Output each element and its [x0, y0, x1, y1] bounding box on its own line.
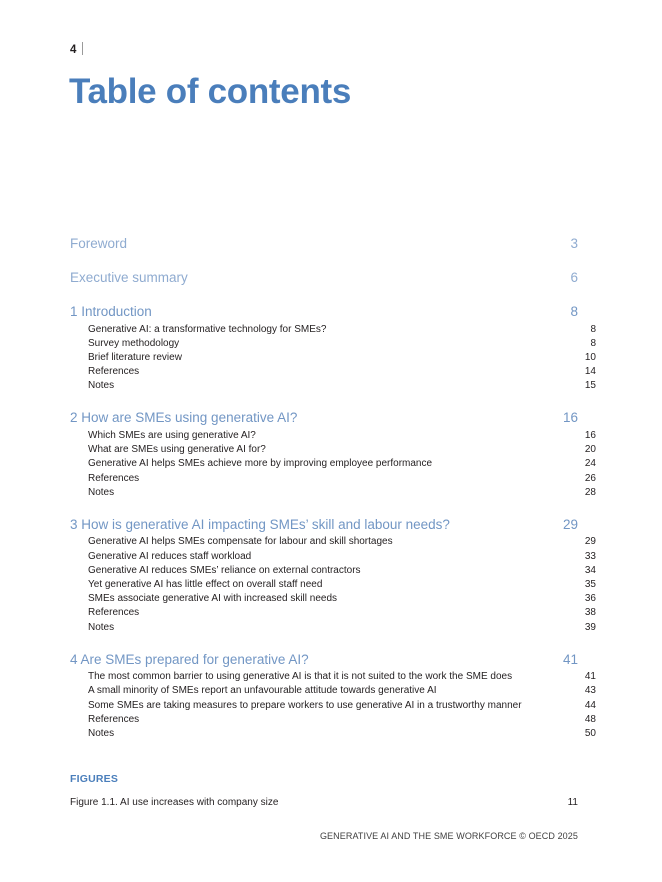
- toc-subentry-page: 34: [584, 564, 596, 576]
- toc-chapter-label: 2 How are SMEs using generative AI?: [70, 410, 298, 426]
- toc-subentry-label: Generative AI reduces SMEs’ reliance on external contractors: [88, 564, 361, 576]
- toc-subentry[interactable]: [70, 337, 596, 351]
- toc-subentry[interactable]: [70, 323, 596, 337]
- toc-subentry[interactable]: [70, 486, 596, 500]
- toc-chapter-label: 1 Introduction: [70, 304, 152, 320]
- toc-subentry-page: 8: [590, 323, 596, 335]
- toc-subentry[interactable]: [70, 535, 596, 549]
- figure-entry-label: Figure 1.1. AI use increases with company size: [70, 797, 279, 808]
- toc-chapter-block: [70, 651, 596, 741]
- toc-subentry-page: 28: [584, 486, 596, 498]
- page-header: [70, 40, 83, 56]
- toc-subentry-label: Survey methodology: [88, 337, 180, 349]
- figure-entry[interactable]: [70, 796, 578, 809]
- toc-subentry[interactable]: [70, 699, 596, 713]
- toc-subentry-page: 14: [584, 366, 596, 378]
- toc-chapter-page: 16: [562, 410, 578, 426]
- toc-chapter-page: 8: [570, 304, 578, 320]
- toc-entry-label: Foreword: [70, 236, 128, 251]
- figures-heading: FIGURES: [70, 773, 119, 785]
- toc-subentry-label: A small minority of SMEs report an unfavourable attitude towards generative AI: [88, 685, 437, 697]
- figure-entry-page: 11: [567, 797, 578, 808]
- toc-chapter-1[interactable]: [70, 304, 578, 320]
- toc-subentry-label: References: [88, 607, 140, 619]
- toc-subentry-page: 33: [584, 550, 596, 562]
- toc-subentry-page: 8: [590, 337, 596, 349]
- table-of-contents: [70, 236, 596, 741]
- toc-subentry[interactable]: [70, 365, 596, 379]
- toc-entry-page: 6: [570, 270, 578, 286]
- toc-subentry[interactable]: [70, 606, 596, 620]
- toc-chapter-block: [70, 410, 596, 499]
- toc-subentry[interactable]: [70, 713, 596, 727]
- toc-subentry[interactable]: [70, 621, 596, 635]
- toc-subentry[interactable]: [70, 457, 596, 471]
- toc-chapter-block: [70, 516, 596, 635]
- toc-subentry-page: 39: [584, 621, 596, 633]
- toc-subentry[interactable]: [70, 443, 596, 457]
- page-number: 4: [70, 44, 77, 56]
- toc-subentry-label: Generative AI helps SMEs achieve more by improving employee performance: [88, 458, 433, 470]
- toc-chapter-3[interactable]: [70, 517, 578, 533]
- toc-subentry[interactable]: [70, 592, 596, 606]
- toc-chapter-page: 29: [562, 516, 578, 532]
- toc-subentry[interactable]: [70, 472, 596, 486]
- page-title: Table of contents: [69, 72, 352, 111]
- toc-subentry-label: Notes: [88, 380, 115, 392]
- toc-subentry-label: Some SMEs are taking measures to prepare workers to use generative AI in a trustworthy manner: [88, 699, 522, 711]
- toc-subentry-page: 38: [584, 607, 596, 619]
- toc-subentry-label: References: [88, 713, 140, 725]
- toc-chapter-page: 41: [562, 651, 578, 667]
- toc-subentry-label: References: [88, 366, 140, 378]
- toc-subentry-label: Notes: [88, 621, 115, 633]
- toc-entry-executive-summary[interactable]: [70, 270, 578, 286]
- toc-subentry-label: The most common barrier to using generative AI is that it is not suited to the work the SME does: [88, 671, 513, 683]
- toc-entry-page: 3: [570, 236, 578, 251]
- toc-subentry-page: 24: [584, 458, 596, 470]
- toc-subentry-page: 43: [584, 685, 596, 697]
- page-footer: GENERATIVE AI AND THE SME WORKFORCE © OECD 2025: [319, 831, 578, 841]
- toc-chapter-2[interactable]: [70, 410, 578, 426]
- toc-subentry[interactable]: [70, 550, 596, 564]
- toc-subentry-page: 10: [584, 351, 596, 363]
- toc-subentry[interactable]: [70, 379, 596, 393]
- toc-subentry-label: Notes: [88, 486, 115, 498]
- toc-subentry-label: Generative AI: a transformative technology for SMEs?: [88, 323, 327, 335]
- toc-subentry-label: References: [88, 472, 140, 484]
- toc-chapter-4[interactable]: [70, 652, 578, 668]
- toc-subentry-label: SMEs associate generative AI with increased skill needs: [88, 593, 338, 605]
- toc-subentry-page: 41: [584, 671, 596, 683]
- toc-subentry-page: 44: [584, 699, 596, 711]
- toc-subentry[interactable]: [70, 670, 596, 684]
- toc-entry-foreword[interactable]: [70, 236, 578, 252]
- toc-chapter-block: [70, 304, 596, 393]
- toc-subentry-page: 16: [584, 430, 596, 441]
- toc-subentry-label: Yet generative AI has little effect on overall staff need: [88, 579, 323, 591]
- toc-subentry-page: 36: [584, 593, 596, 605]
- toc-subentry[interactable]: [70, 564, 596, 578]
- toc-subentry-label: Which SMEs are using generative AI?: [88, 430, 256, 441]
- toc-subentry-page: 26: [584, 472, 596, 484]
- figures-section: [70, 773, 578, 809]
- toc-subentry-label: Brief literature review: [88, 351, 182, 363]
- toc-subentry-page: 20: [584, 444, 596, 456]
- toc-entry-label: Executive summary: [70, 270, 188, 286]
- toc-subentry[interactable]: [70, 351, 596, 365]
- toc-subentry-page: 15: [584, 380, 596, 392]
- toc-subentry-page: 35: [584, 579, 596, 591]
- toc-subentry[interactable]: [70, 578, 596, 592]
- toc-subentry-page: 50: [584, 728, 596, 740]
- toc-subentry[interactable]: [70, 727, 596, 741]
- toc-subentry[interactable]: [70, 429, 596, 443]
- toc-subentry-page: 29: [584, 536, 596, 548]
- toc-subentry-page: 48: [584, 713, 596, 725]
- toc-chapter-label: 4 Are SMEs prepared for generative AI?: [70, 651, 309, 667]
- toc-subentry-label: Generative AI helps SMEs compensate for labour and skill shortages: [88, 536, 393, 548]
- toc-subentry[interactable]: [70, 684, 596, 698]
- toc-subentry-label: Notes: [88, 728, 115, 740]
- header-divider-rule: [82, 42, 83, 55]
- toc-subentry-label: What are SMEs using generative AI for?: [88, 444, 266, 456]
- toc-subentry-label: Generative AI reduces staff workload: [88, 550, 252, 562]
- toc-chapter-label: 3 How is generative AI impacting SMEs’ skill and labour needs?: [70, 516, 450, 532]
